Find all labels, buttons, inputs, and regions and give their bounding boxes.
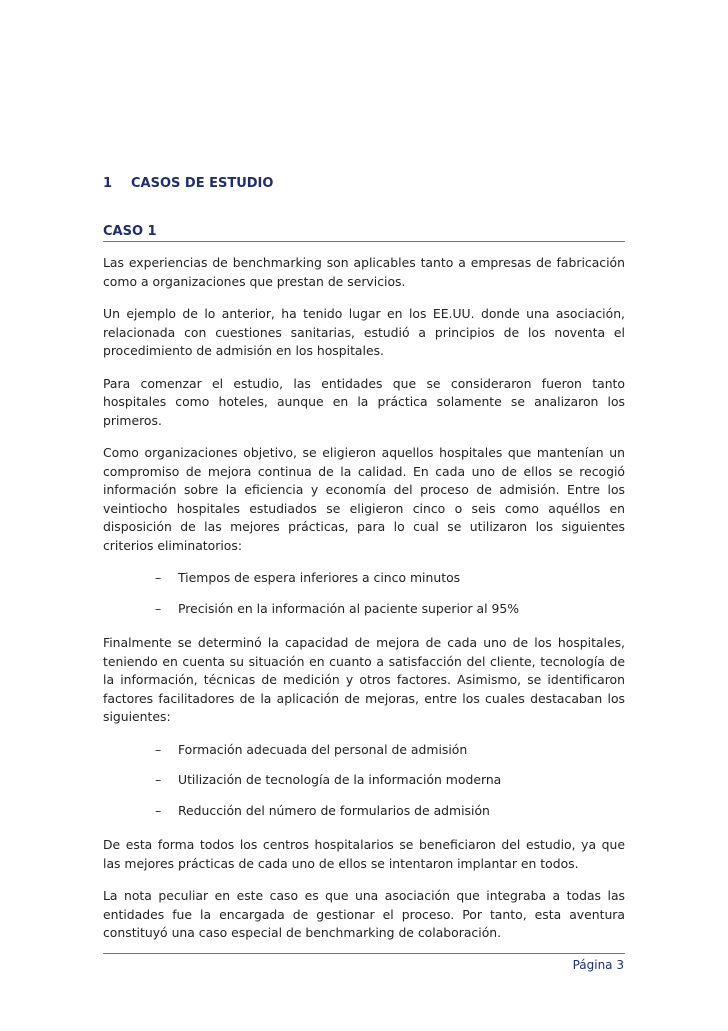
footer-divider — [103, 953, 625, 954]
paragraph-7: La nota peculiar en este caso es que una asociación que integraba a todas las entidades fue la encargada de gestionar el proceso. Por tanto, esta aventura constituyó una caso especial de benchmarking de colaboración. — [103, 888, 625, 940]
list-item — [103, 771, 625, 790]
list-item — [103, 569, 625, 588]
paragraph-4: Como organizaciones objetivo, se eligieron aquellos hospitales que mantenían un compromiso de mejora continua de la calidad. En cada uno de ellos se recogió información sobre la eficiencia y economía del proceso de admisión. Entre los veintiocho hospitales estudiados se eligieron cinco o seis como aquéllos en disposición de las mejores prácticas, para lo cual se utilizaron los siguientes criterios eliminatorios: — [103, 445, 625, 553]
bullet-dash: – — [155, 600, 162, 616]
bullet-dash: – — [155, 570, 162, 585]
case-heading: CASO 1 — [103, 224, 625, 242]
paragraph-1: Las experiencias de benchmarking son aplicables tanto a empresas de fabricación como a organizaciones que prestan de servicios. — [103, 255, 625, 289]
bullet-dash: – — [155, 741, 162, 757]
chapter-title: CASOS DE ESTUDIO — [131, 176, 274, 191]
paragraph-3: Para comenzar el estudio, las entidades que se consideraron fueron tanto hospitales como hoteles, aunque en la práctica solamente se analizaron los primeros. — [103, 375, 625, 428]
chapter-heading — [103, 176, 273, 191]
chapter-number: 1 — [103, 176, 113, 191]
page-number: Página 3 — [572, 958, 624, 972]
list-item-text: Precisión en la información al paciente superior al 95% — [178, 600, 520, 616]
list-item-text: Reducción del número de formularios de admisión — [178, 802, 490, 818]
list-item — [103, 600, 625, 619]
bullet-dash: – — [155, 802, 162, 818]
factors-list — [103, 741, 625, 821]
list-item-text: Utilización de tecnología de la información moderna — [178, 772, 502, 787]
list-item-text: Tiempos de espera inferiores a cinco minutos — [178, 570, 461, 585]
list-item — [103, 741, 625, 760]
bullet-dash: – — [155, 772, 162, 787]
document-body — [103, 254, 625, 957]
paragraph-5: Finalmente se determinó la capacidad de mejora de cada uno de los hospitales, teniendo en cuenta su situación en cuanto a satisfacción del cliente, tecnología de la información, técnicas de medición y otros factores. Asimismo, se identificaron factores facilitadores de la aplicación de mejoras, entre los cuales destacaban los siguientes: — [103, 635, 625, 724]
list-item-text: Formación adecuada del personal de admisión — [178, 741, 468, 757]
list-item — [103, 802, 625, 821]
paragraph-6: De esta forma todos los centros hospitalarios se beneficiaron del estudio, ya que las mejores prácticas de cada uno de ellos se intentaron implantar en todos. — [103, 837, 625, 871]
criteria-list — [103, 569, 625, 618]
paragraph-2: Un ejemplo de lo anterior, ha tenido lugar en los EE.UU. donde una asociación, relacionada con cuestiones sanitarias, estudió a principios de los noventa el procedimiento de admisión en los hospitales. — [103, 306, 625, 358]
